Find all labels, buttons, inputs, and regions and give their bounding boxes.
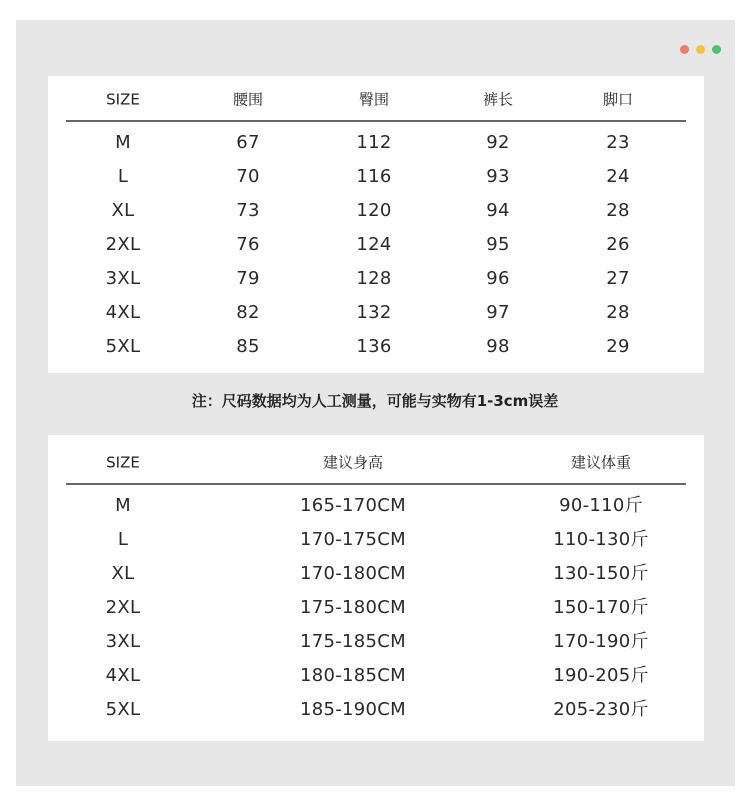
recommend-table bbox=[48, 435, 704, 741]
size-table bbox=[48, 76, 704, 373]
table-cell: 2XL bbox=[105, 234, 141, 255]
table-cell: 96 bbox=[486, 268, 510, 289]
measurement-note: 注：尺码数据均为人工测量，可能与实物有1-3cm误差 bbox=[191, 392, 559, 410]
table-cell: 165-170CM bbox=[299, 495, 407, 516]
table-cell: 185-190CM bbox=[299, 699, 407, 720]
green-dot-icon bbox=[712, 45, 721, 54]
size-table-header-size: SIZE bbox=[106, 90, 140, 109]
table-cell: 150-170斤 bbox=[553, 597, 649, 618]
table-cell: L bbox=[117, 166, 129, 187]
table-cell: 175-180CM bbox=[299, 597, 407, 618]
size-table-header-hem: 脚口 bbox=[602, 90, 634, 109]
table-cell: 180-185CM bbox=[299, 665, 407, 686]
table-cell: 4XL bbox=[105, 302, 141, 323]
table-cell: 28 bbox=[606, 302, 630, 323]
table-cell: 2XL bbox=[105, 597, 141, 618]
table-cell: 23 bbox=[606, 132, 630, 153]
table-cell: 26 bbox=[606, 234, 630, 255]
table-cell: 90-110斤 bbox=[559, 495, 643, 516]
table-cell: 3XL bbox=[105, 631, 141, 652]
table-cell: 73 bbox=[236, 200, 260, 221]
table-cell: M bbox=[115, 495, 131, 516]
table-cell: 27 bbox=[606, 268, 630, 289]
table-cell: 93 bbox=[486, 166, 510, 187]
table-cell: XL bbox=[111, 200, 135, 221]
table-cell: 85 bbox=[236, 336, 260, 357]
table-cell: 5XL bbox=[105, 336, 141, 357]
recommend-table-header-height: 建议身高 bbox=[322, 453, 384, 472]
table-cell: 28 bbox=[606, 200, 630, 221]
table-cell: 110-130斤 bbox=[553, 529, 649, 550]
yellow-dot-icon bbox=[696, 45, 705, 54]
table-cell: 175-185CM bbox=[299, 631, 407, 652]
table-cell: 95 bbox=[486, 234, 510, 255]
table-cell: 170-180CM bbox=[299, 563, 407, 584]
window-dots bbox=[680, 45, 721, 54]
table-cell: 132 bbox=[356, 302, 392, 323]
table-cell: 190-205斤 bbox=[553, 665, 649, 686]
size-table-divider bbox=[66, 120, 686, 122]
table-cell: 3XL bbox=[105, 268, 141, 289]
table-cell: 94 bbox=[486, 200, 510, 221]
size-table-header-hip: 臀围 bbox=[358, 90, 390, 109]
recommend-table-divider bbox=[66, 483, 686, 485]
table-cell: M bbox=[115, 132, 131, 153]
table-cell: 67 bbox=[236, 132, 260, 153]
table-cell: 82 bbox=[236, 302, 260, 323]
table-cell: 116 bbox=[356, 166, 392, 187]
table-cell: 97 bbox=[486, 302, 510, 323]
table-cell: 170-175CM bbox=[299, 529, 407, 550]
table-cell: 98 bbox=[486, 336, 510, 357]
size-table-header-waist: 腰围 bbox=[232, 90, 264, 109]
table-cell: 4XL bbox=[105, 665, 141, 686]
recommend-table-header-size: SIZE bbox=[106, 453, 140, 472]
table-cell: L bbox=[117, 529, 129, 550]
table-cell: 29 bbox=[606, 336, 630, 357]
table-cell: 170-190斤 bbox=[553, 631, 649, 652]
size-table-header-length: 裤长 bbox=[482, 90, 514, 109]
table-cell: XL bbox=[111, 563, 135, 584]
table-cell: 24 bbox=[606, 166, 630, 187]
table-cell: 76 bbox=[236, 234, 260, 255]
table-cell: 70 bbox=[236, 166, 260, 187]
table-cell: 112 bbox=[356, 132, 392, 153]
table-cell: 79 bbox=[236, 268, 260, 289]
table-cell: 136 bbox=[356, 336, 392, 357]
table-cell: 120 bbox=[356, 200, 392, 221]
recommend-table-header-weight: 建议体重 bbox=[570, 453, 632, 472]
table-cell: 205-230斤 bbox=[553, 699, 649, 720]
table-cell: 130-150斤 bbox=[553, 563, 649, 584]
table-cell: 5XL bbox=[105, 699, 141, 720]
table-cell: 124 bbox=[356, 234, 392, 255]
table-cell: 92 bbox=[486, 132, 510, 153]
red-dot-icon bbox=[680, 45, 689, 54]
table-cell: 128 bbox=[356, 268, 392, 289]
